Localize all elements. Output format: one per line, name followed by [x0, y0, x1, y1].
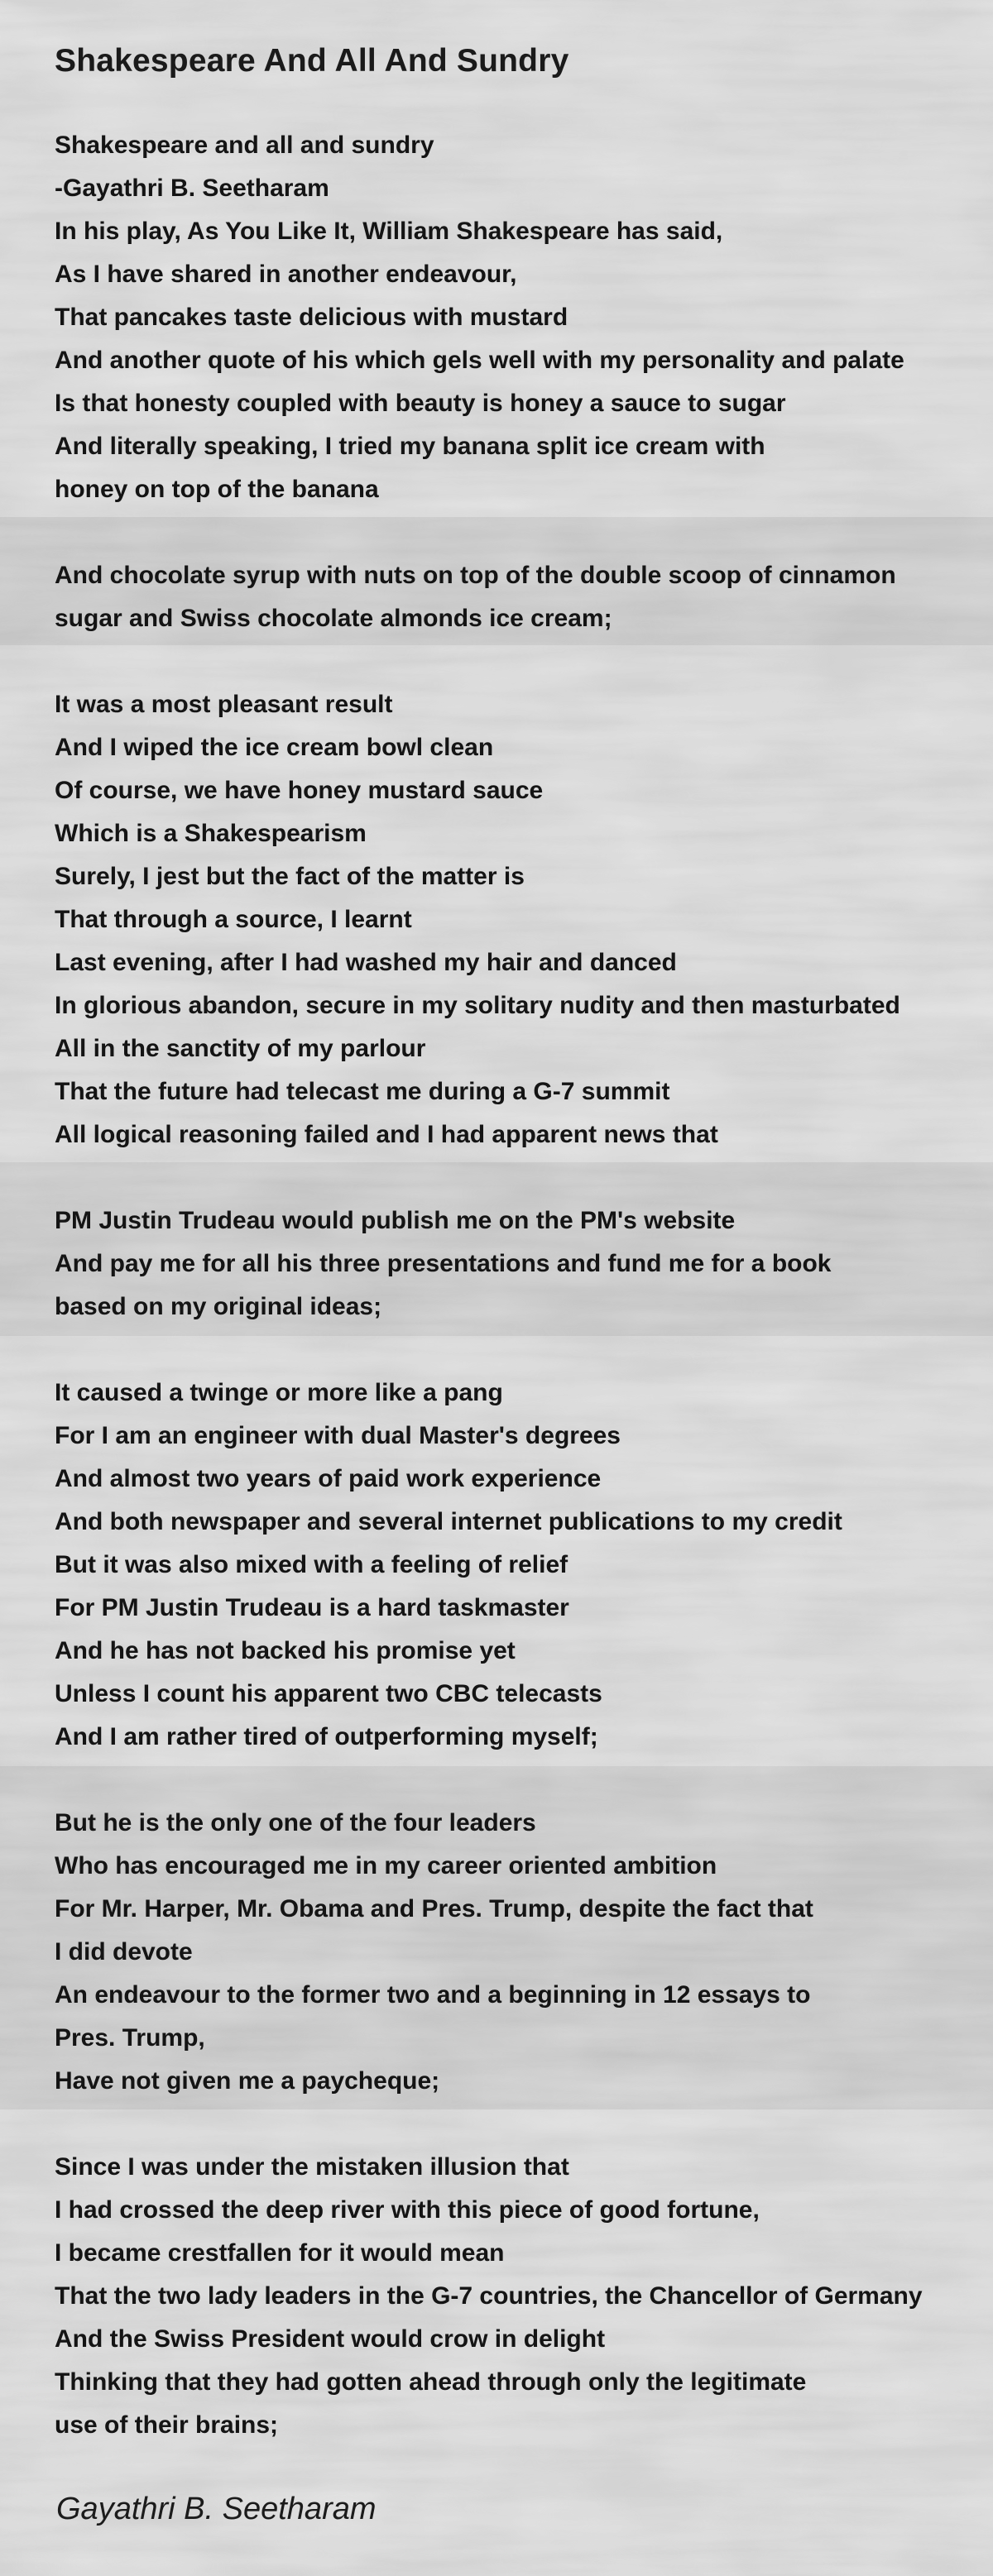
stanza	[55, 683, 990, 1156]
stanza	[55, 1802, 990, 2103]
poem-line: All in the sanctity of my parlour	[55, 1035, 426, 1062]
poem-line: And chocolate syrup with nuts on top of the double scoop of cinnamon	[55, 562, 896, 589]
poem-line: That the two lady leaders in the G-7 countries, the Chancellor of Germany	[55, 2282, 923, 2310]
poem-line: Which is a Shakespearism	[55, 820, 367, 847]
poem-line: Surely, I jest but the fact of the matter is	[55, 863, 525, 890]
poem-line: Unless I count his apparent two CBC telecasts	[55, 1680, 602, 1707]
poem-line: Thinking that they had gotten ahead through only the legitimate	[55, 2368, 807, 2396]
poem-line: Have not given me a paycheque;	[55, 2067, 440, 2095]
poem-line: Of course, we have honey mustard sauce	[55, 777, 544, 804]
poem-line: And almost two years of paid work experience	[55, 1465, 602, 1492]
poem-line: use of their brains;	[55, 2411, 279, 2439]
stanza	[55, 2146, 990, 2447]
poem-line: PM Justin Trudeau would publish me on the PM's website	[55, 1207, 736, 1234]
poem-line: That the future had telecast me during a G-7 summit	[55, 1078, 670, 1105]
poem-line: That pancakes taste delicious with mustard	[55, 304, 568, 331]
stanza	[55, 554, 990, 640]
poem-line: That through a source, I learnt	[55, 906, 412, 933]
poem-line: It was a most pleasant result	[55, 691, 393, 718]
poem-line: Since I was under the mistaken illusion that	[55, 2153, 569, 2181]
poem-line: For Mr. Harper, Mr. Obama and Pres. Trump, despite the fact that	[55, 1895, 813, 1922]
poem-line: -Gayathri B. Seetharam	[55, 175, 329, 202]
poem-line: It caused a twinge or more like a pang	[55, 1379, 503, 1406]
poem-line: And pay me for all his three presentations and fund me for a book	[55, 1250, 832, 1277]
poem-line: sugar and Swiss chocolate almonds ice cream;	[55, 605, 612, 632]
stanza	[55, 124, 990, 511]
poem-line: And another quote of his which gels well with my personality and palate	[55, 347, 904, 374]
poem-line: And literally speaking, I tried my banana split ice cream with	[55, 433, 765, 460]
poem-line: honey on top of the banana	[55, 476, 379, 503]
poem-author: Gayathri B. Seetharam	[56, 2492, 377, 2526]
poem-line: An endeavour to the former two and a beginning in 12 essays to	[55, 1981, 811, 2009]
poem-line: I became crestfallen for it would mean	[55, 2239, 505, 2267]
poem-line: Is that honesty coupled with beauty is honey a sauce to sugar	[55, 390, 786, 417]
poem-line: And I am rather tired of outperforming myself;	[55, 1723, 598, 1750]
poem-line: All logical reasoning failed and I had apparent news that	[55, 1121, 718, 1148]
poem-line: And both newspaper and several internet publications to my credit	[55, 1508, 842, 1535]
poem-line: In glorious abandon, secure in my solitary nudity and then masturbated	[55, 992, 900, 1019]
poem-line: But he is the only one of the four leaders	[55, 1809, 536, 1836]
poem-body	[55, 124, 990, 2490]
stanza	[55, 1199, 990, 1329]
poem-line: For I am an engineer with dual Master's degrees	[55, 1422, 621, 1449]
poem-line: I did devote	[55, 1938, 193, 1966]
poem-line: But it was also mixed with a feeling of relief	[55, 1551, 568, 1578]
poem-line: Pres. Trump,	[55, 2024, 205, 2052]
poem-line: As I have shared in another endeavour,	[55, 261, 517, 288]
poem-line: In his play, As You Like It, William Shakespeare has said,	[55, 218, 723, 245]
poem-line: And the Swiss President would crow in delight	[55, 2325, 606, 2353]
poem-line: And he has not backed his promise yet	[55, 1637, 516, 1664]
poem-line: Shakespeare and all and sundry	[55, 132, 434, 159]
poem-line: based on my original ideas;	[55, 1293, 382, 1320]
poem-line: Who has encouraged me in my career oriented ambition	[55, 1852, 717, 1879]
poem-title: Shakespeare And All And Sundry	[55, 43, 569, 79]
poem-line: I had crossed the deep river with this piece of good fortune,	[55, 2196, 760, 2224]
poem-line: And I wiped the ice cream bowl clean	[55, 734, 494, 761]
stanza	[55, 1372, 990, 1759]
poem-line: For PM Justin Trudeau is a hard taskmaster	[55, 1594, 569, 1621]
poem-line: Last evening, after I had washed my hair and danced	[55, 949, 677, 976]
